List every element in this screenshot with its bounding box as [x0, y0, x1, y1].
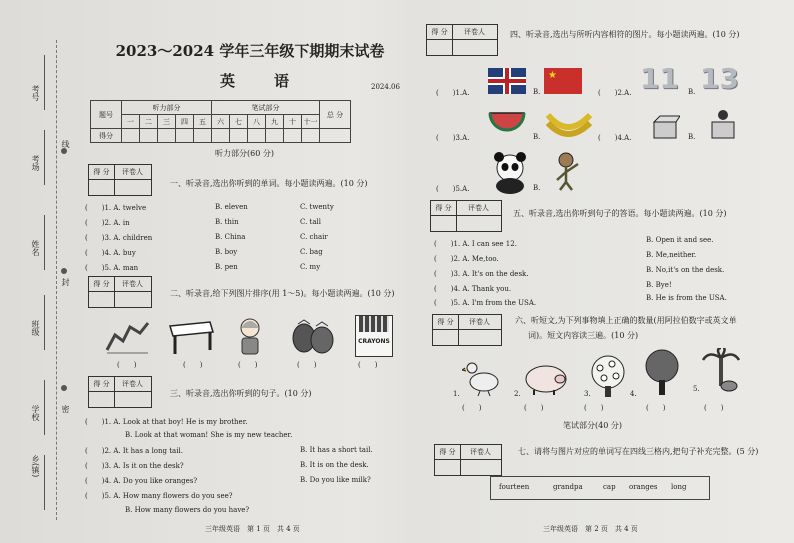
uk-flag-picture	[488, 68, 526, 94]
q1-3-option-b: B. China	[215, 233, 246, 241]
star-icon: ★	[548, 70, 557, 81]
fill-line-class[interactable]	[44, 295, 45, 350]
q4-5-choice[interactable]: ( )5.A.	[436, 185, 470, 193]
divider	[427, 39, 497, 40]
question-number: 一	[122, 115, 140, 129]
section-7-title: 七、请将与图片对应的单词写在四线三格内,把句子补充完整。(5 分)	[518, 447, 759, 456]
question-number: 三	[158, 115, 176, 129]
q5-5-option-a[interactable]: ( )5. A. I'm from the USA.	[434, 299, 537, 307]
ball-on-box-picture	[708, 108, 738, 140]
duck-picture	[462, 358, 502, 398]
divider	[89, 179, 151, 180]
page-one	[75, 0, 405, 543]
grader-label: 评卷人	[122, 280, 143, 288]
sidebar-label-school: 学校	[31, 405, 40, 421]
q1-5-option-b: B. pen	[215, 263, 238, 271]
quantity-blank-2[interactable]: ( )	[524, 404, 544, 412]
seal-line	[56, 40, 57, 520]
q1-1-option-b: B. eleven	[215, 203, 248, 211]
score-cell[interactable]	[302, 129, 320, 143]
order-blank-2[interactable]: ( )	[183, 361, 203, 369]
score-cell[interactable]	[248, 129, 266, 143]
item-number-3: 3.	[584, 390, 591, 398]
divider	[458, 315, 459, 345]
q3-1-option-b: B. Look at that woman! She is my new teacher.	[125, 431, 293, 439]
q5-1-option-b: B. Open it and see.	[646, 236, 714, 244]
divider	[114, 165, 115, 195]
section-6-title-line2: 词)。短文内容读三遍。(10 分)	[528, 331, 639, 340]
apple-tree-picture	[588, 354, 628, 398]
grader-box	[434, 444, 502, 476]
divider	[89, 391, 151, 392]
section-4-title: 四、听录音,选出与所听内容相符的图片。每小题读两遍。(10 分)	[510, 30, 740, 39]
q3-3-option-a[interactable]: ( )3. A. Is it on the desk?	[85, 462, 184, 470]
grader-label: 评卷人	[464, 28, 485, 36]
q1-1-option-c: C. twenty	[300, 203, 334, 211]
written-part-header: 笔试部分	[212, 101, 320, 115]
q4-3-option-b: B.	[533, 133, 541, 141]
fill-line-town[interactable]	[44, 455, 45, 510]
q1-4-option-c: C. bag	[300, 248, 323, 256]
sidebar-label-name: 姓名	[31, 240, 40, 256]
score-cell[interactable]	[122, 129, 140, 143]
q4-5-option-b: B.	[533, 184, 541, 192]
section-6-title: 六、听短文,为下列事物填上正确的数量(用阿拉伯数字或英文单	[515, 316, 737, 325]
grader-box	[426, 24, 498, 56]
grader-box	[432, 314, 502, 346]
page-footer-1: 三年级英语 第 1 页 共 4 页	[205, 525, 300, 533]
q5-2-option-b: B. Me,neither.	[646, 251, 697, 259]
page-footer-2: 三年级英语 第 2 页 共 4 页	[543, 525, 638, 533]
question-number: 六	[212, 115, 230, 129]
score-label: 得 分	[435, 204, 452, 212]
quantity-blank-1[interactable]: ( )	[462, 404, 482, 412]
word-oranges: oranges	[629, 483, 658, 491]
score-label: 得 分	[93, 168, 110, 176]
score-cell[interactable]	[230, 129, 248, 143]
q3-5-option-b: B. How many flowers do you have?	[125, 506, 250, 514]
grandma-picture	[235, 316, 265, 356]
watermelon-picture	[488, 105, 526, 143]
q1-3[interactable]: ( )3. A. children	[85, 234, 153, 242]
divider	[435, 459, 501, 460]
section-1-title: 一、听录音,选出你听到的单词。每小题读两遍。(10 分)	[170, 179, 368, 188]
listening-heading: 听力部分(60 分)	[215, 149, 274, 158]
page-two	[418, 0, 788, 543]
sidebar-label-exam-number: 考号	[31, 85, 40, 101]
question-number: 十一	[302, 115, 320, 129]
binding-hole	[61, 385, 67, 391]
order-blank-4[interactable]: ( )	[297, 361, 317, 369]
monkey-picture	[554, 150, 584, 192]
quantity-blank-3[interactable]: ( )	[584, 404, 604, 412]
q1-5-option-c: C. my	[300, 263, 321, 271]
crayons-picture	[355, 315, 393, 357]
question-number: 四	[176, 115, 194, 129]
score-row-label: 得分	[91, 129, 122, 143]
question-number: 八	[248, 115, 266, 129]
seal-mark-seal: 封	[61, 278, 70, 286]
score-cell[interactable]	[212, 129, 230, 143]
score-table	[90, 100, 351, 143]
q4-4-choice[interactable]: ( )4.A.	[598, 134, 632, 142]
section-5-title: 五、听录音,选出你听到句子的答语。每小题读两遍。(10 分)	[513, 209, 727, 218]
q4-2-choice[interactable]: ( )2.A.	[598, 89, 632, 97]
divider	[456, 201, 457, 231]
grader-label: 评卷人	[468, 204, 489, 212]
exam-date: 2024.06	[371, 83, 400, 91]
palm-bananas-picture	[701, 348, 741, 394]
grader-label: 评卷人	[469, 318, 490, 326]
exam-title: 2023～2024 学年三年级下期期末试卷	[115, 42, 385, 60]
q1-4[interactable]: ( )4. A. buy	[85, 249, 136, 257]
order-blank-1[interactable]: ( )	[117, 361, 137, 369]
sidebar-label-class: 班级	[31, 320, 40, 336]
q4-3-choice[interactable]: ( )3.A.	[436, 134, 470, 142]
q1-4-option-b: B. boy	[215, 248, 238, 256]
question-number: 五	[194, 115, 212, 129]
china-flag-picture	[544, 68, 582, 94]
total-header: 总 分	[320, 101, 351, 129]
score-cell[interactable]	[266, 129, 284, 143]
sidebar-label-town: 乡(镇)	[31, 455, 40, 478]
score-cell[interactable]	[284, 129, 302, 143]
score-label: 得 分	[93, 380, 110, 388]
tree-picture	[642, 348, 682, 396]
flag-cross-v-red	[505, 68, 509, 94]
divider	[460, 445, 461, 475]
score-cell[interactable]	[158, 129, 176, 143]
item-number-2: 2.	[514, 390, 521, 398]
crayon-tips	[359, 316, 389, 332]
q4-1-option-b: B.	[533, 88, 541, 96]
q4-2-option-b: B.	[688, 88, 696, 96]
seal-mark-line: 线	[61, 140, 70, 148]
score-table-row-label: 题号	[91, 101, 122, 129]
item-number-1: 1.	[453, 390, 460, 398]
section-2-title: 二、听录音,给下列图片排序(用 1～5)。每小题读两遍。(10 分)	[170, 289, 395, 298]
divider	[431, 215, 501, 216]
q1-2-option-c: C. tall	[300, 218, 322, 226]
word-bank	[490, 476, 710, 500]
question-number: 二	[140, 115, 158, 129]
q5-1-option-a[interactable]: ( )1. A. I can see 12.	[434, 240, 517, 248]
exam-subject: 英 语	[220, 72, 302, 90]
q3-4-option-a[interactable]: ( )4. A. Do you like oranges?	[85, 477, 198, 485]
q5-3-option-a[interactable]: ( )3. A. It's on the desk.	[434, 270, 529, 278]
written-heading: 笔试部分(40 分)	[563, 421, 622, 430]
quantity-blank-4[interactable]: ( )	[646, 404, 666, 412]
grader-box	[88, 164, 152, 196]
q4-1-choice[interactable]: ( )1.A.	[436, 89, 470, 97]
score-label: 得 分	[431, 28, 448, 36]
score-label: 得 分	[93, 280, 110, 288]
q1-2[interactable]: ( )2. A. in	[85, 219, 130, 227]
seal-mark-secret: 密	[61, 405, 70, 413]
sidebar-label-exam-room: 考场	[31, 155, 40, 171]
fill-line-exam-room[interactable]	[44, 130, 45, 185]
word-fourteen: fourteen	[499, 483, 530, 491]
bananas-picture	[544, 105, 592, 141]
q5-4-option-b: B. Bye!	[646, 281, 672, 289]
fill-line-name[interactable]	[44, 215, 45, 270]
number-11-picture: 11	[640, 62, 679, 95]
binding-hole	[61, 268, 67, 274]
grader-box	[88, 276, 152, 308]
question-number: 七	[230, 115, 248, 129]
quantity-blank-5[interactable]: ( )	[704, 404, 724, 412]
binding-strip	[0, 0, 70, 543]
panda-picture	[488, 150, 532, 194]
crayons-label: CRAYONS	[358, 338, 390, 345]
fill-line-exam-number[interactable]	[44, 55, 45, 110]
grader-box	[88, 376, 152, 408]
q3-4-option-b: B. Do you like milk?	[300, 476, 371, 484]
question-number: 十	[284, 115, 302, 129]
score-cell[interactable]	[176, 129, 194, 143]
q3-1-option-a[interactable]: ( )1. A. Look at that boy! He is my brother.	[85, 418, 248, 426]
word-long: long	[671, 483, 687, 491]
q4-4-option-b: B.	[688, 133, 696, 141]
q1-1[interactable]: ( )1. A. twelve	[85, 204, 147, 212]
score-label: 得 分	[439, 448, 456, 456]
grader-box	[430, 200, 502, 232]
q3-2-option-b: B. It has a short tail.	[300, 446, 373, 454]
q3-2-option-a[interactable]: ( )2. A. It has a long tail.	[85, 447, 183, 455]
item-number-5: 5.	[693, 385, 700, 393]
score-cell[interactable]	[194, 129, 212, 143]
q1-3-option-c: C. chair	[300, 233, 328, 241]
number-13-picture: 13	[700, 62, 739, 95]
q5-5-option-b: B. He is from the USA.	[646, 294, 727, 302]
listening-part-header: 听力部分	[122, 101, 212, 115]
pig-picture	[524, 362, 568, 396]
divider	[452, 25, 453, 55]
total-score-cell[interactable]	[320, 129, 351, 143]
section-3-title: 三、听录音,选出你听到的句子。(10 分)	[170, 389, 312, 398]
word-grandpa: grandpa	[553, 483, 583, 491]
strawberries-picture	[290, 316, 335, 356]
desk-picture	[165, 318, 215, 356]
grader-label: 评卷人	[122, 168, 143, 176]
q3-5-option-a[interactable]: ( )5. A. How many flowers do you see?	[85, 492, 233, 500]
item-number-4: 4.	[630, 390, 637, 398]
question-number: 九	[266, 115, 284, 129]
grader-label: 评卷人	[122, 380, 143, 388]
grader-label: 评卷人	[470, 448, 491, 456]
score-label: 得 分	[437, 318, 454, 326]
q1-5[interactable]: ( )5. A. man	[85, 264, 139, 272]
divider	[89, 291, 151, 292]
q1-2-option-b: B. thin	[215, 218, 239, 226]
q5-4-option-a[interactable]: ( )4. A. Thank you.	[434, 285, 512, 293]
divider	[433, 329, 501, 330]
divider	[114, 277, 115, 307]
binding-hole	[61, 148, 67, 154]
word-cap: cap	[603, 483, 616, 491]
box-with-ball-picture	[650, 112, 680, 140]
score-cell[interactable]	[140, 129, 158, 143]
divider	[114, 377, 115, 407]
order-blank-5[interactable]: ( )	[358, 361, 378, 369]
fill-line-school[interactable]	[44, 380, 45, 435]
q5-3-option-b: B. No,it's on the desk.	[646, 266, 725, 274]
order-blank-3[interactable]: ( )	[238, 361, 258, 369]
great-wall-picture	[105, 315, 150, 355]
q5-2-option-a[interactable]: ( )2. A. Me,too.	[434, 255, 499, 263]
q3-3-option-b: B. It is on the desk.	[300, 461, 369, 469]
